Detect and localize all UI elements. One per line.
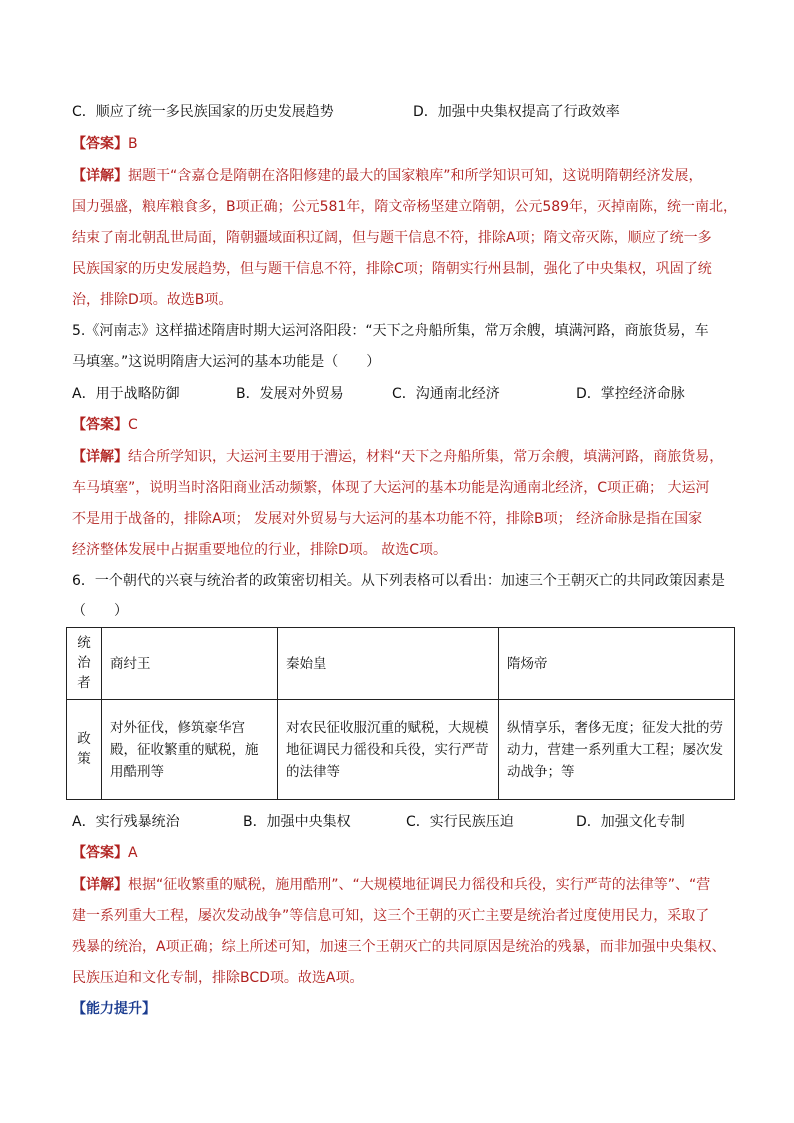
policy-cell-shang: 对外征伐，修筑豪华宫殿，征收繁重的赋税，施用酷刑等: [102, 700, 278, 800]
q6-detail-line-3: 民族压迫和文化专制，排除BCD项。故选A项。: [72, 970, 364, 986]
detail-tag: 【详解】: [72, 168, 128, 184]
q5-detail-line-2: 不是用于战备的，排除A项； 发展对外贸易与大运河的基本功能不符，排除B项； 经济命脉是指在国家: [72, 511, 703, 527]
detail-tag: 【详解】: [72, 877, 128, 893]
header-cell-shang: 商纣王: [102, 628, 278, 700]
q4-answer: [72, 134, 138, 154]
q5-detail-line-1: 车马填塞”，说明当时洛阳商业活动频繁，体现了大运河的基本功能是沟通南北经济，C项正确； 大运河: [72, 480, 710, 496]
q5-stem-line-1: 马填塞。”这说明隋唐大运河的基本功能是（ ）: [72, 354, 381, 370]
q4-detail-line-2: 结束了南北朝乱世局面，隋朝疆域面积辽阔，但与题干信息不符，排除A项；隋文帝灭陈，顺应了统一多: [72, 230, 712, 246]
q6-option-d: D．加强文化专制: [576, 814, 685, 830]
detail-tag: 【详解】: [72, 449, 128, 465]
q6-option-a: A．实行残暴统治: [72, 814, 180, 830]
table-header-row: [67, 628, 735, 700]
header-cell-sui: 隋炀帝: [499, 628, 735, 700]
answer-value: B: [128, 136, 138, 152]
q6-detail-line-2: 残暴的统治，A项正确；综上所述可知，加速三个王朝灭亡的共同原因是统治的残暴，而非加强中央集权、: [72, 939, 726, 955]
q5-answer: [72, 415, 138, 435]
policy-table: [66, 627, 735, 800]
q4-detail-line-3: 民族国家的历史发展趋势，但与题干信息不符，排除C项；隋朝实行州县制，强化了中央集权，巩固了统: [72, 261, 712, 277]
row-label-policy: 政策: [67, 700, 102, 800]
answer-tag: 【答案】: [72, 417, 128, 433]
answer-tag: 【答案】: [72, 136, 128, 152]
q6-answer: [72, 843, 138, 863]
q5-option-c: C．沟通南北经济: [392, 386, 500, 402]
q6-stem-line-1: （ ）: [72, 603, 128, 619]
q6-detail-line-1: 建一系列重大工程，屡次发动战争”等信息可知，这三个王朝的灭亡主要是统治者过度使用民力，采取了: [72, 908, 710, 924]
q6-stem-line-0: 6．一个朝代的兴衰与统治者的政策密切相关。从下列表格可以看出：加速三个王朝灭亡的共同政策因素是: [72, 573, 725, 589]
policy-cell-sui: 纵情享乐，奢侈无度；征发大批的劳动力，营建一系列重大工程；屡次发动战争；等: [499, 700, 735, 800]
q6-detail-line-0: 【详解】根据“征收繁重的赋税，施用酷刑”、“大规模地征调民力徭役和兵役，实行严苛的法律等”、“营: [72, 877, 711, 893]
table-row-policy: [67, 700, 735, 800]
q5-option-b: B．发展对外贸易: [236, 386, 344, 402]
q5-option-a: A．用于战略防御: [72, 386, 180, 402]
q4-option-d: D．加强中央集权提高了行政效率: [413, 104, 620, 120]
q5-detail-line-3: 经济整体发展中占据重要地位的行业，排除D项。 故选C项。: [72, 542, 448, 558]
q4-detail-line-4: 治，排除D项。故选B项。: [72, 292, 233, 308]
q5-option-d: D．掌控经济命脉: [576, 386, 685, 402]
header-cell-ruler: 统治者: [67, 628, 102, 700]
header-cell-qin: 秦始皇: [278, 628, 499, 700]
answer-value: A: [128, 845, 138, 861]
q6-option-c: C．实行民族压迫: [406, 814, 514, 830]
section-heading-ability: 【能力提升】: [72, 1001, 156, 1017]
q4-detail-line-0: 【详解】据题干“含嘉仓是隋朝在洛阳修建的最大的国家粮库”和所学知识可知，这说明隋朝经济发展，: [72, 168, 703, 184]
q5-detail-line-0: 【详解】结合所学知识，大运河主要用于漕运，材料“天下之舟船所集，常万余艘，填满河路，商旅货易，: [72, 449, 724, 465]
q5-stem-line-0: 5.《河南志》这样描述隋唐时期大运河洛阳段：“天下之舟船所集，常万余艘，填满河路，商旅货易，车: [72, 323, 709, 339]
policy-cell-qin: 对农民征收服沉重的赋税，大规模地征调民力徭役和兵役，实行严苛的法律等: [278, 700, 499, 800]
q6-option-b: B．加强中央集权: [243, 814, 351, 830]
q4-detail-line-1: 国力强盛，粮库粮食多，B项正确；公元581年，隋文帝杨坚建立隋朝，公元589年，灭掉南陈，统一南北，: [72, 199, 738, 215]
q4-option-c: C．顺应了统一多民族国家的历史发展趋势: [72, 104, 334, 120]
answer-tag: 【答案】: [72, 845, 128, 861]
answer-value: C: [128, 417, 138, 433]
